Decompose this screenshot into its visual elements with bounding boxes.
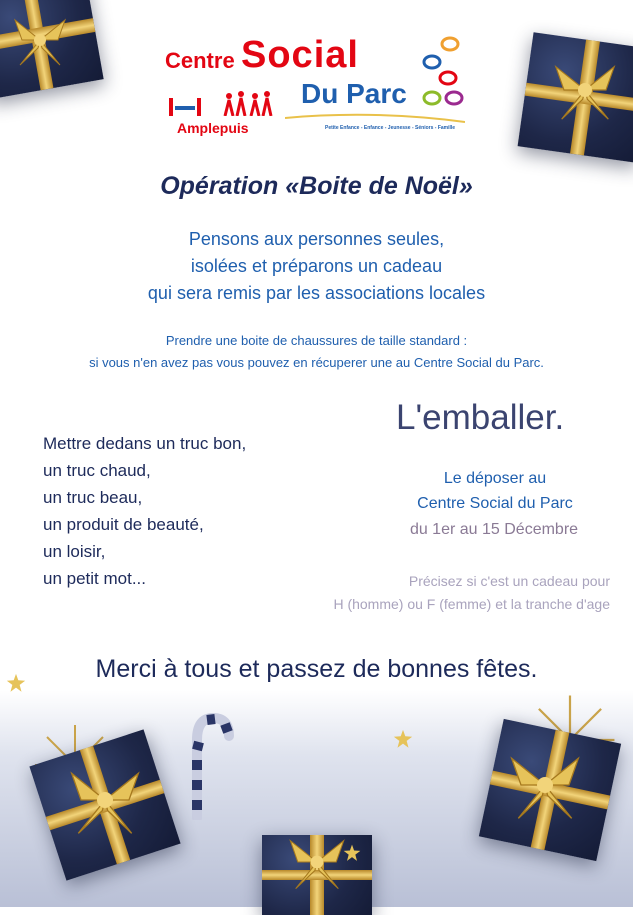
- page-title: Opération «Boite de Noël»: [160, 172, 473, 200]
- logo-social: Social: [241, 34, 359, 76]
- contents-list: [43, 430, 246, 592]
- instruction-line: Prendre une boite de chaussures de taille standard :: [165, 333, 468, 348]
- list-item: un truc chaud,: [43, 461, 151, 480]
- deposit-line: Le déposer au: [443, 470, 547, 487]
- candy-cane-icon: [185, 710, 235, 820]
- list-item: Mettre dedans un truc bon,: [43, 434, 247, 453]
- instructions: [0, 330, 633, 374]
- deposit-line: Centre Social du Parc: [417, 495, 573, 512]
- precise-line: Précisez si c'est un cadeau pour: [408, 573, 610, 589]
- list-item: un loisir,: [43, 542, 106, 561]
- dates-text: du 1er au 15 Décembre: [409, 521, 579, 538]
- logo-rings-icon: [420, 32, 470, 112]
- logo: [165, 32, 465, 136]
- list-item: un produit de beauté,: [43, 515, 204, 534]
- intro-line: isolées et préparons un cadeau: [190, 256, 443, 276]
- logo-centre: Centre: [165, 48, 235, 73]
- bow-icon: [550, 55, 620, 125]
- bow-icon: [285, 830, 349, 894]
- logo-tagline: Petite Enfance - Enfance - Jeunesse - Séniors - Famille: [325, 125, 456, 131]
- bow-icon: [65, 760, 145, 840]
- logo-town: Amplepuis: [177, 120, 249, 136]
- star-icon: [342, 843, 362, 863]
- instruction-line: si vous n'en avez pas vous pouvez en récuperer une au Centre Social du Parc.: [89, 355, 544, 370]
- list-item: un truc beau,: [43, 488, 143, 507]
- bow-icon: [505, 745, 585, 825]
- closing-message: Merci à tous et passez de bonnes fêtes.: [95, 655, 538, 683]
- logo-swoosh-icon: [285, 112, 465, 126]
- wrap-heading: L'emballer.: [396, 398, 565, 437]
- intro-line: qui sera remis par les associations locales: [147, 283, 486, 303]
- precise-line: H (homme) ou F (femme) et la tranche d'age: [333, 596, 610, 612]
- intro-line: Pensons aux personnes seules,: [188, 229, 445, 249]
- precise-text: [210, 570, 610, 616]
- bow-icon: [10, 10, 70, 70]
- star-icon: [392, 728, 414, 750]
- intro-text: [0, 226, 633, 307]
- star-icon: [5, 672, 27, 694]
- logo-du-parc: Du Parc: [301, 78, 407, 109]
- city-silhouette-icon: [167, 84, 287, 116]
- list-item: un petit mot...: [43, 569, 146, 588]
- deposit-text: [380, 466, 610, 516]
